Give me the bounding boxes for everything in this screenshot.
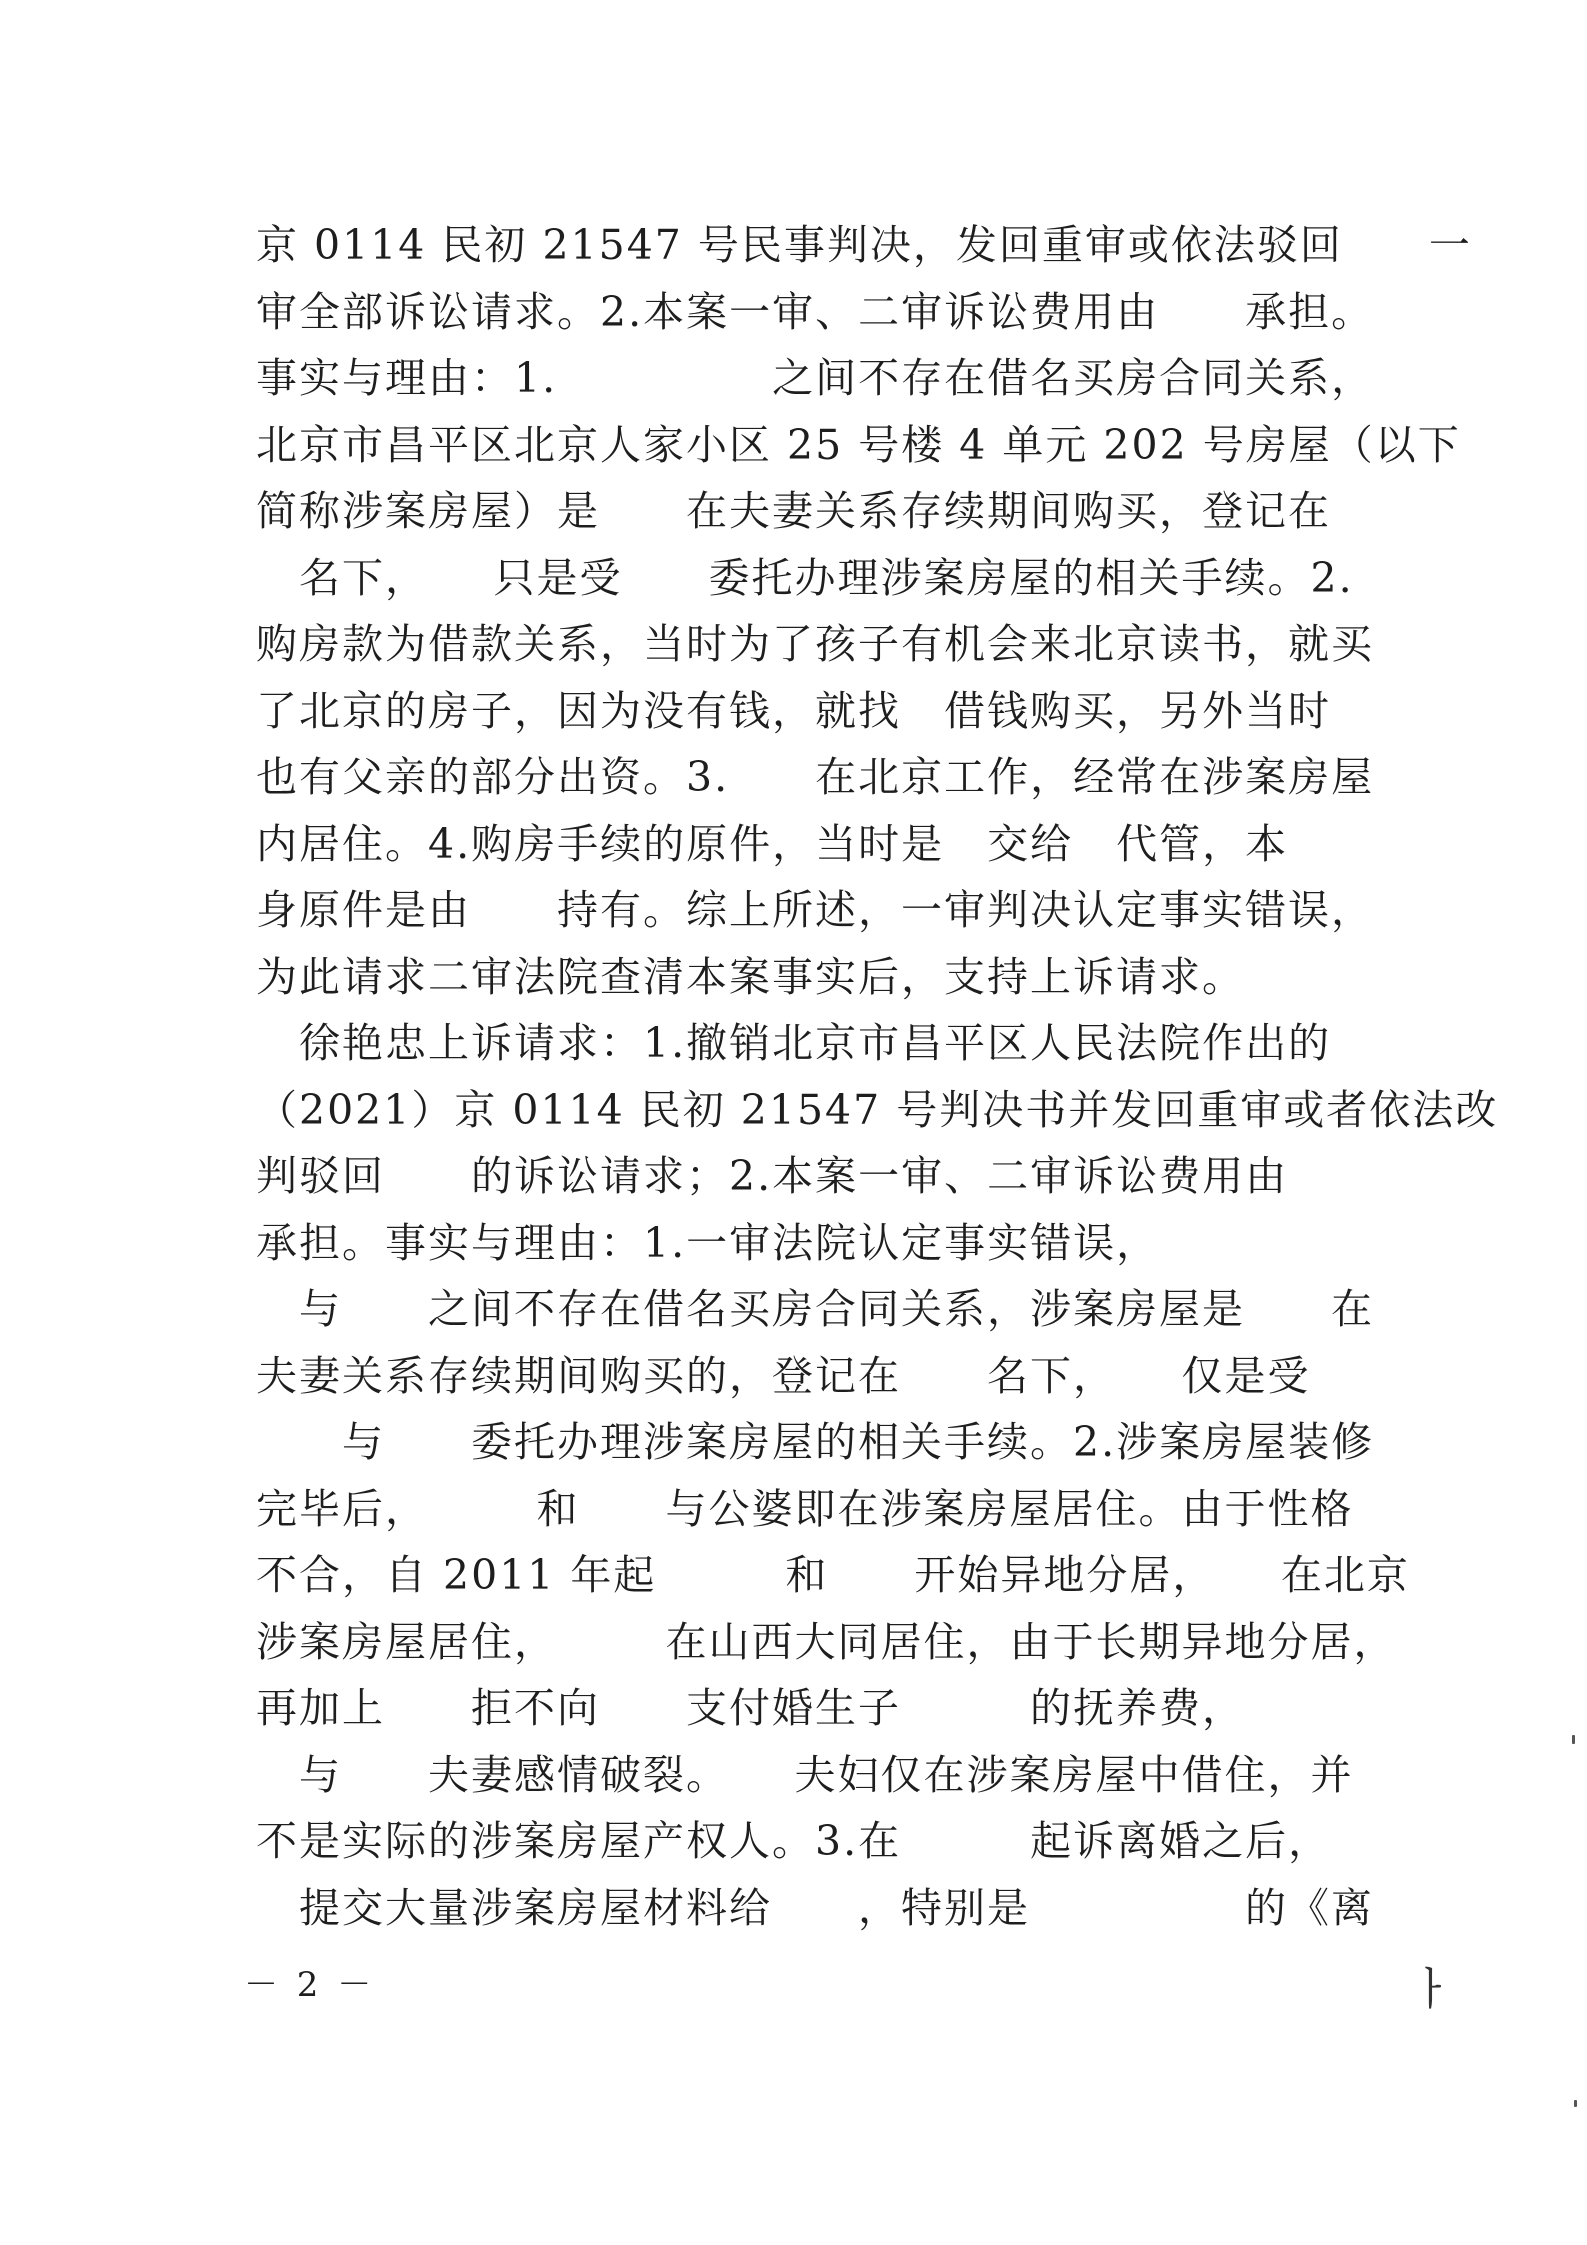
text-line: 徐艳忠上诉请求：1.撤销北京市昌平区人民法院作出的 [256, 1019, 1332, 1067]
text-line: 提交大量涉案房屋材料给 ，特别是 的《离 [256, 1884, 1374, 1932]
text-line: 再加上 拒不向 支付婚生子 的抚养费， [256, 1684, 1245, 1732]
text-line: 了北京的房子，因为没有钱，就找 借钱购买，另外当时 [256, 687, 1331, 735]
text-line: 与 夫妻感情破裂。 夫妇仅在涉案房屋中借住，并 [256, 1751, 1354, 1799]
text-line: 审全部诉讼请求。2.本案一审、二审诉讼费用由 承担。 [256, 288, 1375, 336]
text-line: 名下， 只是受 委托办理涉案房屋的相关手续。2. [256, 554, 1354, 602]
text-line: （2021）京 0114 民初 21547 号判决书并发回重审或者依法改 [256, 1086, 1499, 1134]
text-line: 内居住。4.购房手续的原件，当时是 交给 代管，本 [256, 820, 1289, 868]
text-line: 为此请求二审法院查清本案事实后，支持上诉请求。 [256, 953, 1245, 1001]
text-line: 夫妻关系存续期间购买的，登记在 名下， 仅是受 [256, 1352, 1311, 1400]
page-number: － 2 － [244, 1965, 376, 2005]
text-line: 事实与理由：1. 之间不存在借名买房合同关系， [256, 354, 1375, 402]
text-line: 不是实际的涉案房屋产权人。3.在 起诉离婚之后， [256, 1817, 1332, 1865]
text-line: 承担。事实与理由：1.一审法院认定事实错误， [256, 1219, 1160, 1267]
text-line: 涉案房屋居住， 在山西大同居住，由于长期异地分居， [256, 1618, 1397, 1666]
text-line: 判驳回 的诉讼请求；2.本案一审、二审诉讼费用由 [256, 1152, 1289, 1200]
scan-speck [1572, 1735, 1575, 1744]
text-line: 也有父亲的部分出资。3. 在北京工作，经常在涉案房屋 [256, 753, 1375, 801]
text-line: 购房款为借款关系，当时为了孩子有机会来北京读书，就买 [256, 620, 1374, 668]
text-line: 身原件是由 持有。综上所述，一审判决认定事实错误， [256, 886, 1374, 934]
margin-mark: ㅏ [1410, 1964, 1453, 2015]
scan-speck [1574, 2100, 1577, 2107]
text-line: 简称涉案房屋）是 在夫妻关系存续期间购买，登记在 [256, 487, 1331, 535]
text-line: 与 委托办理涉案房屋的相关手续。2.涉案房屋装修 [256, 1418, 1375, 1466]
text-line: 不合，自 2011 年起 和 开始异地分居， 在北京 [256, 1551, 1410, 1599]
text-line: 与 之间不存在借名买房合同关系，涉案房屋是 在 [256, 1285, 1374, 1333]
text-line: 北京市昌平区北京人家小区 25 号楼 4 单元 202 号房屋（以下 [256, 421, 1461, 469]
text-line: 京 0114 民初 21547 号民事判决，发回重审或依法驳回 一 [256, 221, 1472, 269]
text-line: 完毕后， 和 与公婆即在涉案房屋居住。由于性格 [256, 1485, 1354, 1533]
